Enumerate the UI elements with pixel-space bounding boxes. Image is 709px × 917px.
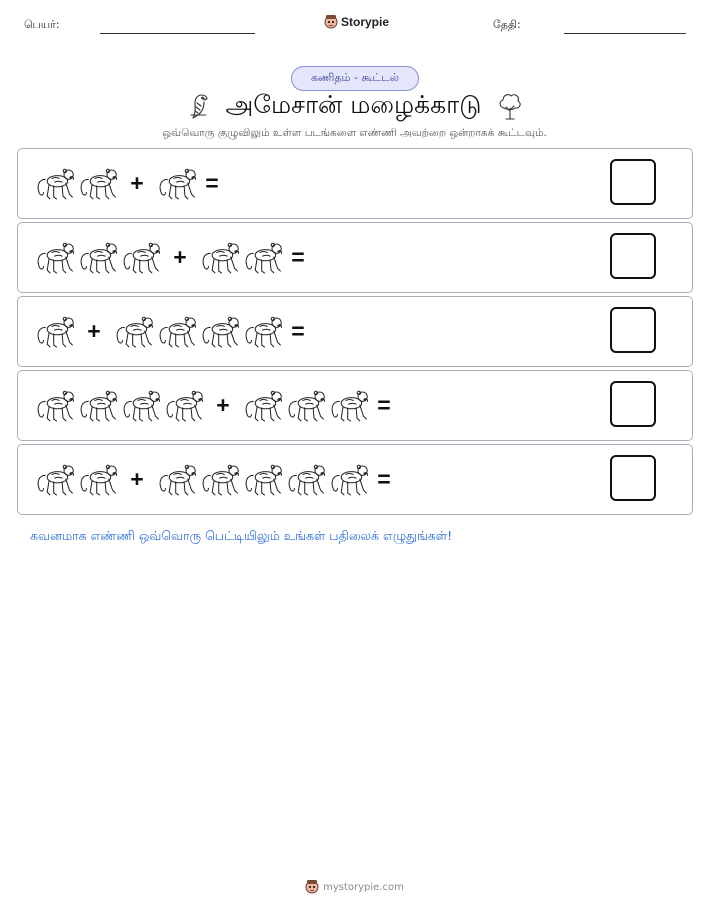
answer-box[interactable] [610,307,656,353]
addition-expression [36,149,223,218]
problem-row [17,222,693,293]
brand-logo [324,14,389,30]
worksheet-title: அமேசான் மழைக்காடு [225,89,482,119]
monkey-icon [287,461,328,499]
monkey-icon [244,461,285,499]
addition-expression [36,371,395,440]
equals-sign: = [291,244,305,270]
plus-sign: + [130,170,144,196]
tip-text: கவனமாக எண்ணி ஒவ்வொரு பெட்டியிலும் உங்கள் பதிலைக் எழுதுங்கள்! [30,528,453,543]
monkey-icon [79,239,120,277]
answer-box[interactable] [610,381,656,427]
monkey-icon [201,461,242,499]
answer-box[interactable] [610,233,656,279]
monkey-icon [79,461,120,499]
problem-row [17,444,693,515]
title-row [0,88,709,124]
addition-expression [36,297,309,366]
brand-name: Storypie [341,15,390,29]
monkey-icon [244,387,285,425]
answer-box[interactable] [610,455,656,501]
name-field[interactable] [100,33,255,34]
footer [0,879,709,895]
plus-sign: + [87,318,101,344]
monkey-icon [79,387,120,425]
monkey-icon [244,239,285,277]
equals-sign: = [377,392,391,418]
equals-sign: = [377,466,391,492]
subject-pill: கணிதம் - கூட்டல் [291,66,419,91]
monkey-icon [36,165,77,203]
monkey-icon [158,313,199,351]
monkey-icon [330,387,371,425]
monkey-icon [122,387,163,425]
monkey-icon [158,461,199,499]
monkey-icon [36,313,77,351]
storypie-mascot-icon [305,879,319,895]
tree-icon [496,91,524,121]
monkey-icon [122,239,163,277]
monkey-icon [36,387,77,425]
equals-sign: = [291,318,305,344]
monkey-icon [201,313,242,351]
addition-expression [36,445,395,514]
monkey-icon [158,165,199,203]
worksheet-header [0,12,709,38]
footer-site: mystorypie.com [323,881,404,893]
addition-expression [36,223,309,292]
monkey-icon [36,239,77,277]
monkey-icon [36,461,77,499]
monkey-icon [165,387,206,425]
problem-row [17,148,693,219]
date-field[interactable] [564,33,686,34]
parrot-icon [186,91,212,121]
monkey-icon [201,239,242,277]
monkey-icon [79,165,120,203]
instruction-text: ஒவ்வொரு குழுவிலும் உள்ள படங்களை எண்ணி அவற்றை ஒன்றாகக் கூட்டவும். [162,127,547,139]
monkey-icon [244,313,285,351]
answer-box[interactable] [610,159,656,205]
problem-row [17,296,693,367]
date-label: தேதி: [493,18,521,31]
monkey-icon [330,461,371,499]
monkey-icon [115,313,156,351]
monkey-icon [287,387,328,425]
equals-sign: = [205,170,219,196]
problem-row [17,370,693,441]
plus-sign: + [130,466,144,492]
name-label: பெயர்: [24,18,60,31]
plus-sign: + [216,392,230,418]
plus-sign: + [173,244,187,270]
storypie-mascot-icon [324,14,338,30]
